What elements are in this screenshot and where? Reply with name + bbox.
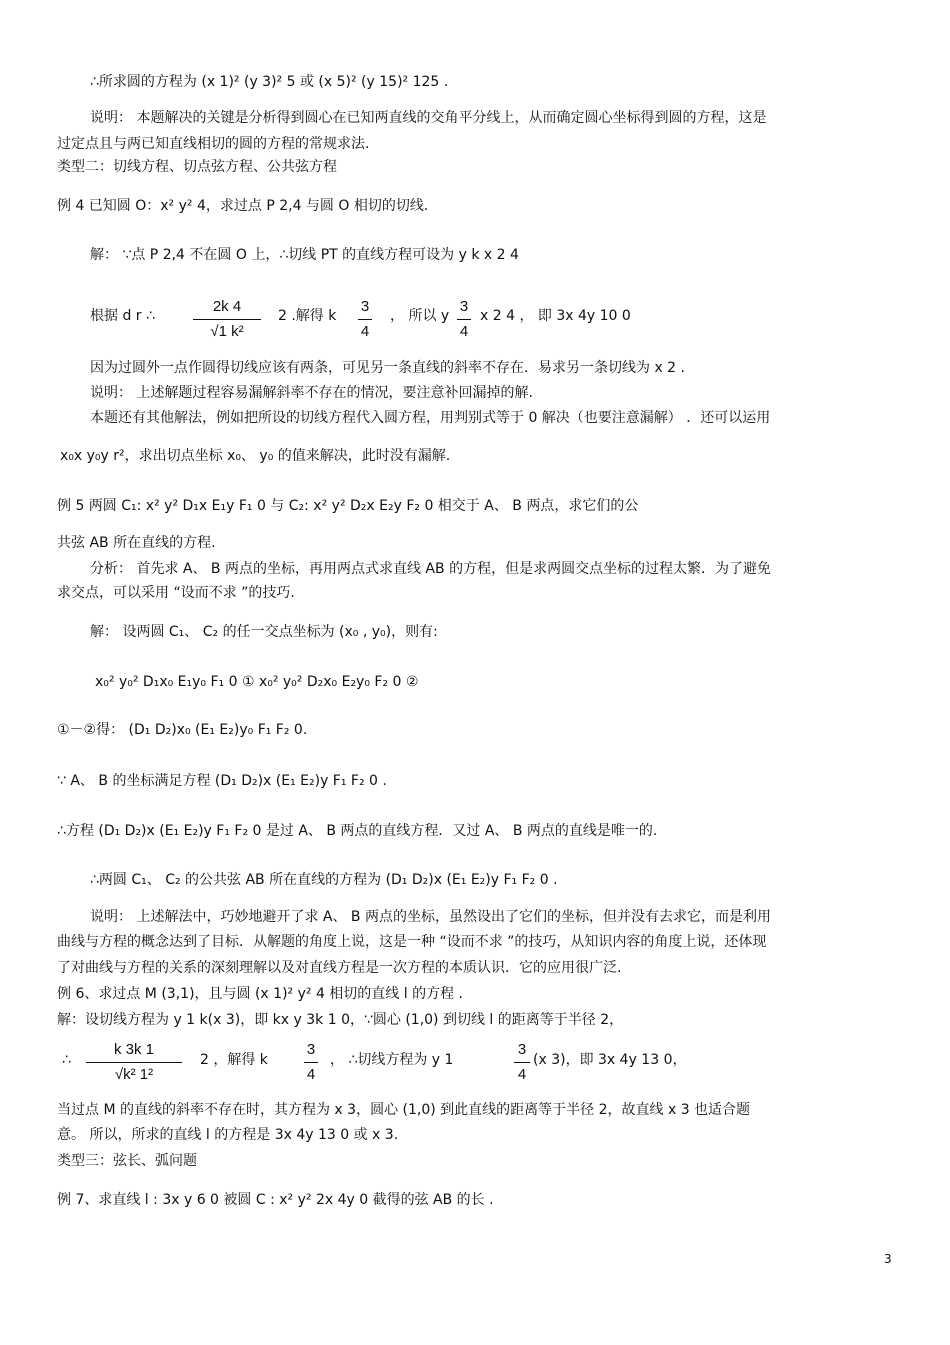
fraction-bar — [514, 1062, 530, 1063]
text-line: x₀² y₀² D₁x₀ E₁y₀ F₁ 0 ① x₀² y₀² D₂x₀ E₂y₀ F₂ 0 ② — [95, 674, 419, 690]
text-line: 解： 设两圆 C₁、 C₂ 的任一交点坐标为 (x₀ , y₀)，则有: — [90, 624, 438, 640]
text-line: 过定点且与两已知直线相切的圆的方程的常规求法. — [57, 136, 370, 152]
text-line: 2 .解得 k — [278, 308, 337, 324]
text-line: 例 7、求直线 l : 3x y 6 0 被圆 C : x² y² 2x 4y 0 截得的弦 AB 的长 . — [57, 1192, 494, 1208]
fraction-numerator: 3 — [360, 298, 370, 315]
fraction-denominator: 4 — [360, 323, 370, 340]
fraction-bar — [304, 1062, 318, 1063]
text-line: 例 4 已知圆 O：x² y² 4，求过点 P 2,4 与圆 O 相切的切线. — [57, 198, 429, 214]
text-line: 根据 d r ∴ — [90, 308, 155, 324]
text-line: 说明： 上述解法中，巧妙地避开了求 A、 B 两点的坐标，虽然设出了它们的坐标，但并没有去求它，而是利用 — [90, 909, 771, 925]
text-line: 例 5 两圆 C₁: x² y² D₁x E₁y F₁ 0 与 C₂: x² y² D₂x E₂y F₂ 0 相交于 A、 B 两点，求它们的公 — [57, 498, 639, 514]
text-line: 说明： 本题解决的关键是分析得到圆心在已知两直线的交角平分线上，从而确定圆心坐标得到圆的方程，这是 — [90, 110, 767, 126]
page-number: 3 — [884, 1252, 892, 1266]
text-line: x 2 4 ， 即 3x 4y 10 0 — [480, 308, 631, 324]
text-line: x₀x y₀y r²，求出切点坐标 x₀、 y₀ 的值来解决，此时没有漏解. — [60, 448, 451, 464]
text-line: 意。 所以，所求的直线 l 的方程是 3x 4y 13 0 或 x 3. — [57, 1127, 399, 1143]
fraction-denominator: √k² 1² — [114, 1066, 154, 1083]
text-line: 分析： 首先求 A、 B 两点的坐标，再用两点式求直线 AB 的方程，但是求两圆交点坐标的过程太繁．为了避免 — [90, 561, 772, 577]
text-line: ∴ — [62, 1052, 71, 1068]
fraction-numerator: k 3k 1 — [113, 1041, 155, 1058]
text-line: 说明： 上述解题过程容易漏解斜率不存在的情况，要注意补回漏掉的解. — [90, 385, 533, 401]
fraction-bar — [86, 1062, 182, 1063]
text-line: 2 ，解得 k — [200, 1052, 268, 1068]
fraction-numerator: 3 — [306, 1041, 316, 1058]
fraction-denominator: √1 k² — [210, 323, 244, 340]
text-line: 本题还有其他解法，例如把所设的切线方程代入圆方程，用判别式等于 0 解决（也要注意漏解） ．还可以运用 — [90, 410, 771, 426]
text-line: 共弦 AB 所在直线的方程. — [57, 535, 216, 551]
text-line: 求交点，可以采用 “设而不求 ”的技巧. — [57, 585, 295, 601]
text-line: 当过点 M 的直线的斜率不存在时，其方程为 x 3，圆心 (1,0) 到此直线的距离等于半径 2，故直线 x 3 也适合题 — [57, 1102, 751, 1118]
fraction-bar — [358, 319, 372, 320]
text-line: 了对曲线与方程的关系的深刻理解以及对直线方程是一次方程的本质认识．它的应用很广泛. — [57, 960, 622, 976]
text-line: ∴方程 (D₁ D₂)x (E₁ E₂)y F₁ F₂ 0 是过 A、 B 两点的直线方程．又过 A、 B 两点的直线是唯一的. — [57, 823, 658, 839]
fraction-bar — [457, 319, 471, 320]
text-line: (x 3)，即 3x 4y 13 0， — [533, 1052, 687, 1068]
fraction-bar — [193, 319, 261, 320]
fraction-denominator: 4 — [459, 323, 469, 340]
text-line: 例 6、求过点 M (3,1)，且与圆 (x 1)² y² 4 相切的直线 l 的方程 . — [57, 986, 463, 1002]
text-line: ， ∴切线方程为 y 1 — [330, 1052, 454, 1068]
text-line: ， 所以 y — [390, 308, 450, 324]
text-line: ∵ A、 B 的坐标满足方程 (D₁ D₂)x (E₁ E₂)y F₁ F₂ 0 . — [57, 773, 387, 789]
text-line: 解：设切线方程为 y 1 k(x 3)，即 kx y 3k 1 0，∵圆心 (1,0) 到切线 l 的距离等于半径 2， — [57, 1012, 624, 1028]
text-line: ∴所求圆的方程为 (x 1)² (y 3)² 5 或 (x 5)² (y 15)² 125 . — [90, 74, 449, 90]
text-line: ∴两圆 C₁、 C₂ 的公共弦 AB 所在直线的方程为 (D₁ D₂)x (E₁ E₂)y F₁ F₂ 0 . — [90, 872, 558, 888]
fraction-denominator: 4 — [306, 1066, 316, 1083]
fraction-numerator: 3 — [459, 298, 469, 315]
text-line: 曲线与方程的概念达到了目标．从解题的角度上说，这是一种 “设而不求 ”的技巧，从知识内容的角度上说，还体现 — [57, 934, 767, 950]
text-line: 因为过圆外一点作圆得切线应该有两条，可见另一条直线的斜率不存在．易求另一条切线为 x 2 . — [90, 360, 685, 376]
fraction-numerator: 3 — [517, 1041, 527, 1058]
text-line: 类型三：弦长、弧问题 — [57, 1153, 197, 1169]
fraction-numerator: 2k 4 — [212, 298, 242, 315]
text-line: 类型二：切线方程、切点弦方程、公共弦方程 — [57, 159, 337, 175]
fraction-denominator: 4 — [517, 1066, 527, 1083]
text-line: ①－②得： (D₁ D₂)x₀ (E₁ E₂)y₀ F₁ F₂ 0. — [57, 722, 308, 738]
text-line: 解： ∵点 P 2,4 不在圆 O 上，∴切线 PT 的直线方程可设为 y k x 2 4 — [90, 247, 519, 263]
